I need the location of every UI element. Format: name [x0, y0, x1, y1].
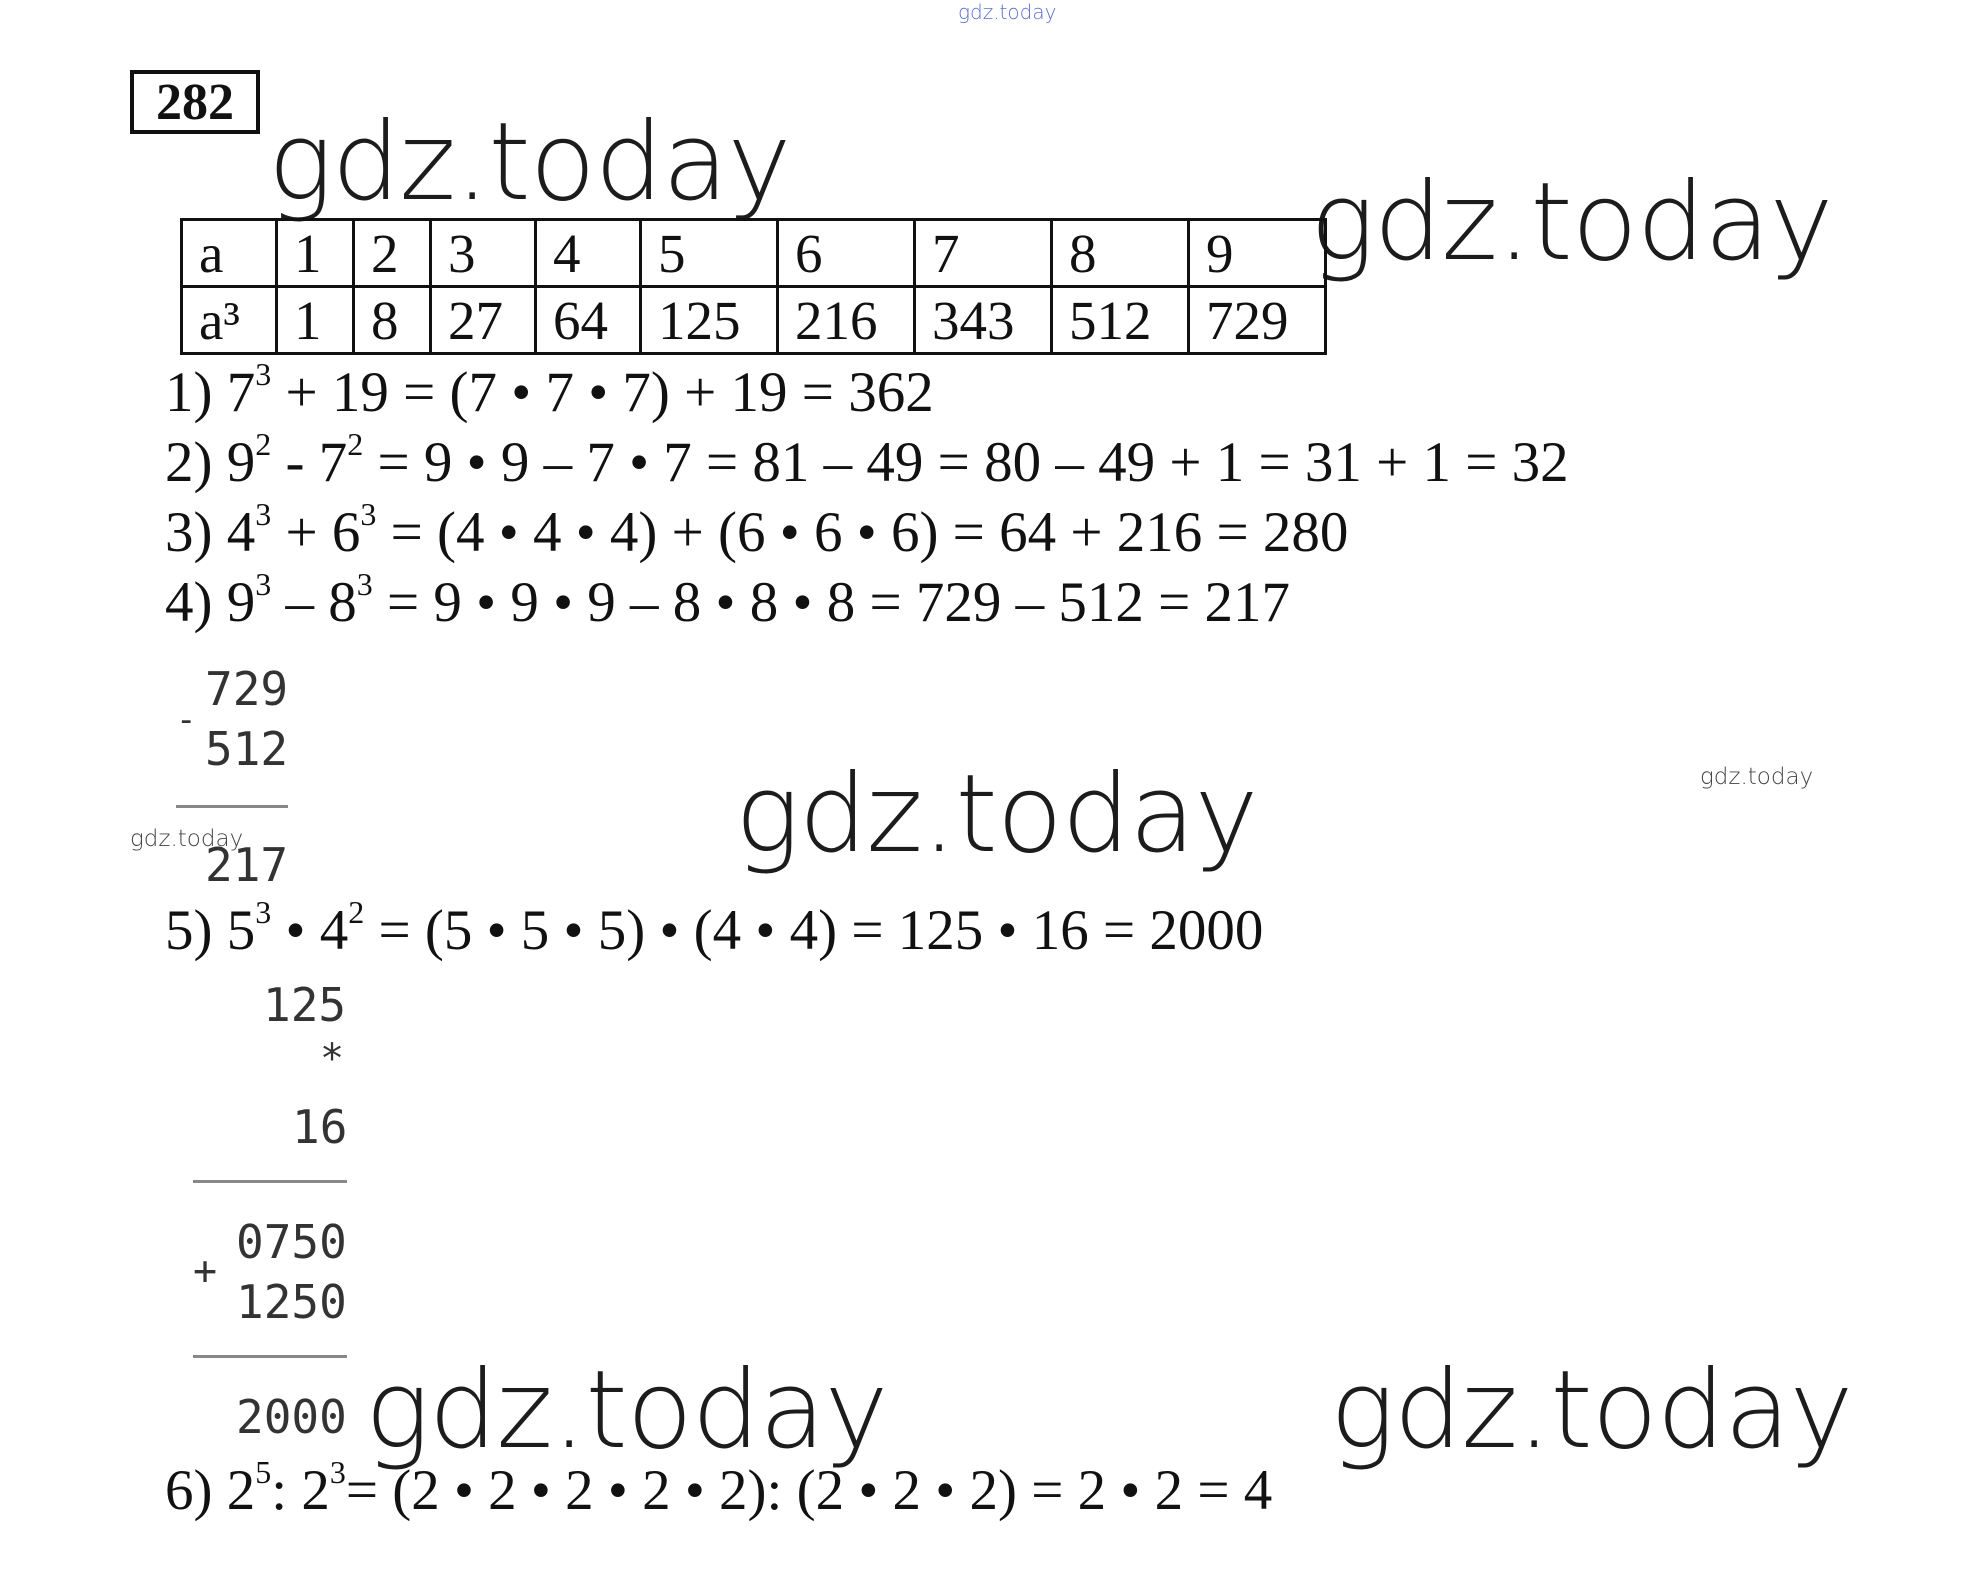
base: 2	[226, 1459, 256, 1522]
exponent: 2	[348, 894, 365, 930]
subtraction-rule	[176, 805, 288, 808]
exponent: 3	[255, 566, 272, 602]
base: 6	[331, 501, 361, 564]
watermark-4: gdz.today	[365, 1348, 888, 1473]
watermark-top: gdz.today	[958, 0, 1057, 24]
table-cell: 6	[778, 220, 915, 287]
table-cell: 729	[1189, 287, 1326, 354]
base: 7	[226, 361, 256, 424]
table-cell: a³	[182, 287, 277, 354]
table-cell: a	[182, 220, 277, 287]
table-cell: 512	[1052, 287, 1189, 354]
table-cell: 1	[277, 287, 354, 354]
watermark-3: gdz.today	[735, 752, 1258, 877]
base: 7	[318, 431, 348, 494]
exercise-number: 282	[156, 73, 234, 131]
equation-5	[165, 894, 1264, 963]
table-cell: 64	[536, 287, 641, 354]
table-cell: 8	[1052, 220, 1189, 287]
equation-number: 6)	[165, 1459, 213, 1522]
partial-product-2: 1250	[236, 1275, 347, 1329]
base: 4	[319, 899, 349, 962]
base: 4	[226, 501, 256, 564]
table-cell: 1	[277, 220, 354, 287]
operator: –	[271, 571, 329, 634]
equation-text: = 9 • 9 • 9 – 8 • 8 • 8 = 729 – 512 = 217	[372, 571, 1290, 634]
table-cell: 2	[354, 220, 431, 287]
operator: •	[271, 899, 320, 962]
watermark-small-right: gdz.today	[1700, 764, 1814, 790]
equation-text: = (4 • 4 • 4) + (6 • 6 • 6) = 64 + 216 = 280	[376, 501, 1349, 564]
multiplication-bottom: 16	[292, 1100, 348, 1154]
equation-4	[165, 566, 1290, 635]
exponent: 3	[356, 566, 373, 602]
exponent: 3	[329, 1454, 346, 1490]
subtraction-bottom: 512	[205, 722, 289, 776]
multiplication-top: 125	[263, 978, 347, 1032]
table-cell: 8	[354, 287, 431, 354]
equation-number: 4)	[165, 571, 213, 634]
table-row-a	[182, 220, 1326, 287]
base: 2	[301, 1459, 330, 1522]
base: 9	[226, 571, 256, 634]
table-cell: 7	[915, 220, 1052, 287]
exponent: 3	[255, 894, 272, 930]
table-cell: 3	[431, 220, 536, 287]
equation-1	[165, 356, 934, 425]
operator: +	[271, 501, 332, 564]
equation-text: (7 • 7 • 7) + 19 = 362	[449, 361, 934, 424]
exponent: 2	[347, 426, 364, 462]
subtraction-top: 729	[205, 662, 289, 716]
equation-number: 1)	[165, 361, 213, 424]
partial-product-1: 0750	[236, 1215, 347, 1269]
equation-text: + 19 =	[271, 361, 450, 424]
table-cell: 9	[1189, 220, 1326, 287]
equation-6	[165, 1454, 1273, 1523]
multiplication-rule	[193, 1180, 347, 1183]
subtraction-sign: -	[176, 700, 197, 740]
watermark-5: gdz.today	[1330, 1348, 1853, 1473]
table-cell: 125	[641, 287, 778, 354]
table-cell: 5	[641, 220, 778, 287]
table-cell: 27	[431, 287, 536, 354]
exponent: 2	[255, 426, 272, 462]
watermark-1: gdz.today	[268, 100, 791, 225]
equation-number: 5)	[165, 899, 213, 962]
base: 5	[226, 899, 256, 962]
exponent: 3	[255, 496, 272, 532]
equation-number: 3)	[165, 501, 213, 564]
multiplication-sign: *	[320, 1036, 345, 1082]
table-cell: 343	[915, 287, 1052, 354]
exponent: 3	[255, 356, 272, 392]
watermark-small-left: gdz.today	[130, 826, 244, 852]
table-cell: 216	[778, 287, 915, 354]
watermark-2: gdz.today	[1310, 160, 1833, 285]
table-cell: 4	[536, 220, 641, 287]
addition-rule	[193, 1355, 347, 1358]
equation-2	[165, 426, 1569, 495]
plus-sign: +	[193, 1248, 218, 1294]
cubes-table	[180, 218, 1327, 355]
base: 9	[226, 431, 256, 494]
base: 8	[328, 571, 357, 634]
exercise-number-box	[130, 70, 260, 134]
operator: :	[271, 1459, 302, 1522]
equation-text: = (5 • 5 • 5) • (4 • 4) = 125 • 16 = 2000	[364, 899, 1264, 962]
subtraction-result: 217	[205, 838, 289, 892]
exponent: 3	[360, 496, 377, 532]
equation-3	[165, 496, 1349, 565]
equation-text: = (2 • 2 • 2 • 2 • 2): (2 • 2 • 2) = 2 • 2 = 4	[345, 1459, 1273, 1522]
equation-text: = 9 • 9 – 7 • 7 = 81 – 49 = 80 – 49 + 1 = 31 + 1 = 32	[363, 431, 1569, 494]
multiplication-result: 2000	[236, 1390, 347, 1444]
table-row-cube	[182, 287, 1326, 354]
operator: -	[271, 431, 319, 494]
equation-number: 2)	[165, 431, 213, 494]
exponent: 5	[255, 1454, 272, 1490]
